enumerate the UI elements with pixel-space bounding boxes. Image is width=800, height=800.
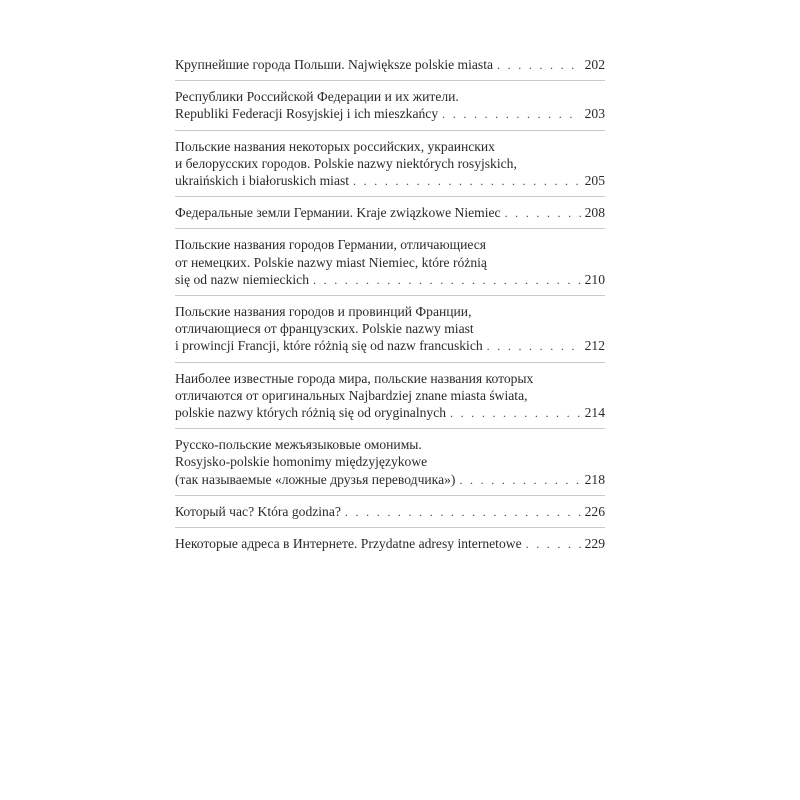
toc-entry [175,535,605,553]
entry-divider [175,428,605,429]
toc-entry [175,56,605,74]
entry-divider [175,495,605,496]
toc-entry-last-line [175,56,605,74]
toc-entry-text: Крупнейшие города Польши. Największe polskie miasta [175,57,494,72]
toc-page-number: 210 [584,271,605,287]
dot-leader [353,173,581,190]
toc-entry-last-line [175,172,605,190]
toc-entry-last-line [175,471,605,489]
toc-entry [175,236,605,289]
dot-leader [497,57,581,74]
entry-divider [175,295,605,296]
dot-leader [345,504,581,521]
dot-leader [313,272,581,289]
toc-page-number: 229 [584,536,605,552]
entry-divider [175,130,605,131]
dot-leader [505,205,581,222]
dot-leader [526,536,581,553]
entry-divider [175,196,605,197]
toc-entry-last-line [175,105,605,123]
table-of-contents [175,56,605,553]
toc-entry-text: Republiki Federacji Rosyjskiej i ich mieszkańcy [175,106,439,122]
toc-entry-text: Польские названия городов Германии, отличающиеся [175,237,486,253]
toc-page-number: 218 [584,471,605,487]
toc-page-number: 208 [584,205,605,221]
toc-entry-text: Rosyjsko-polskie homonimy międzyjęzykowe [175,454,428,470]
toc-entry-text: Который час? Która godzina? [175,503,341,519]
toc-entry [175,303,605,356]
toc-entry [175,370,605,423]
entry-divider [175,527,605,528]
toc-entry-last-line [175,271,605,289]
toc-entry-text: от немецких. Polskie nazwy miast Niemiec, które różnią [175,254,487,270]
toc-entry-text: Польские названия некоторых российских, украинских [175,138,495,154]
toc-page-number: 203 [584,106,605,122]
toc-entry-text: ukraińskich i białoruskich miast [175,173,350,189]
toc-page-number: 212 [584,338,605,354]
toc-entry [175,436,605,489]
toc-entry [175,204,605,222]
toc-entry-text: Республики Российской Федерации и их жители. [175,89,459,105]
toc-entry-last-line [175,337,605,355]
toc-entry-last-line [175,204,605,222]
toc-entry [175,138,605,191]
toc-page-number: 205 [584,173,605,189]
toc-entry-text: Наиболее известные города мира, польские названия которых [175,370,534,386]
entry-divider [175,228,605,229]
toc-entry-text: (так называемые «ложные друзья переводчика») [175,471,456,487]
toc-entry [175,88,605,123]
toc-entry-text: Русско-польские межъязыковые омонимы. [175,437,422,453]
toc-entry-text: Некоторые адреса в Интернете. Przydatne adresy internetowe [175,536,522,552]
toc-entry-text: Федеральные земли Германии. Kraje związkowe Niemiec [175,205,501,221]
toc-page-number: 202 [584,57,605,72]
dot-leader [450,405,581,422]
entry-divider [175,80,605,81]
dot-leader [459,472,580,489]
toc-entry [175,503,605,521]
toc-entry-text: отличаются от оригинальных Najbardziej znane miasta świata, [175,387,528,403]
toc-entry-text: polskie nazwy których różnią się od oryginalnych [175,405,447,421]
entry-divider [175,362,605,363]
dot-leader [442,106,580,123]
toc-page-number: 214 [584,405,605,421]
toc-page-number: 226 [584,503,605,519]
dot-leader [487,338,581,355]
toc-entry-text: się od nazw niemieckich [175,271,309,287]
toc-entry-text: отличающиеся от французских. Polskie nazwy miast [175,321,474,337]
toc-entry-text: i prowincji Francji, które różnią się od nazw francuskich [175,338,483,354]
toc-entry-text: Польские названия городов и провинций Франции, [175,304,472,320]
toc-entry-last-line [175,503,605,521]
toc-entry-last-line [175,404,605,422]
toc-entry-last-line [175,535,605,553]
toc-entry-text: и белорусских городов. Polskie nazwy niektórych rosyjskich, [175,155,517,171]
